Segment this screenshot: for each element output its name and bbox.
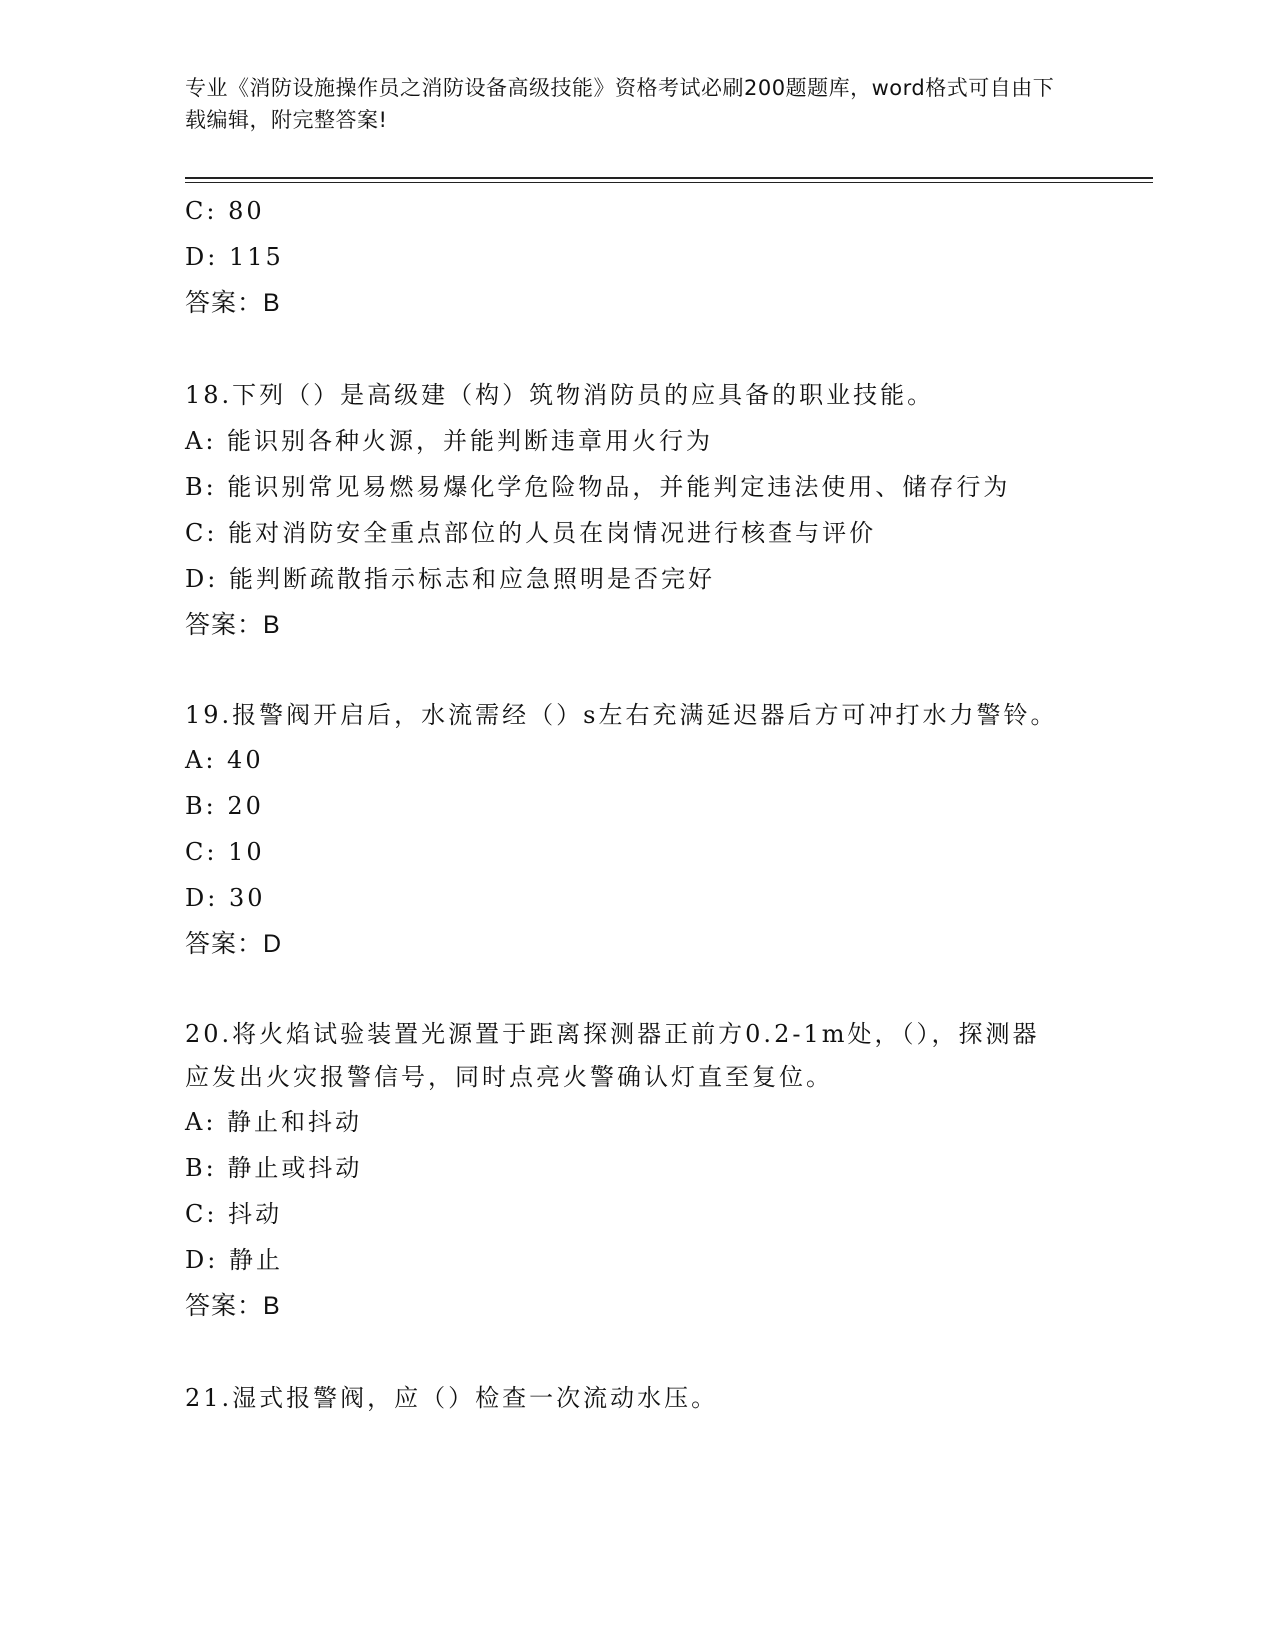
answer-label: 答案： bbox=[185, 929, 264, 958]
spacer bbox=[185, 967, 1085, 1013]
question-title: 20.将火焰试验装置光源置于距离探测器正前方0.2-1m处，（），探测器应发出火灾报警信号，同时点亮火警确认灯直至复位。 bbox=[185, 1020, 1040, 1091]
option-d: D: 30 bbox=[185, 884, 266, 912]
question-21 bbox=[185, 1375, 1085, 1421]
question-18 bbox=[185, 372, 1085, 648]
option-d: D: 能判断疏散指示标志和应急照明是否完好 bbox=[185, 565, 715, 593]
spacer bbox=[185, 326, 1085, 372]
option-c: C: 80 bbox=[185, 197, 265, 225]
option-d: D: 115 bbox=[185, 243, 284, 271]
question-list bbox=[185, 188, 1085, 1421]
answer-line bbox=[185, 602, 1085, 648]
question-20 bbox=[185, 1013, 1085, 1329]
question-19 bbox=[185, 694, 1085, 967]
option-b: B: 静止或抖动 bbox=[185, 1154, 363, 1182]
document-header: 专业《消防设施操作员之消防设备高级技能》资格考试必刷200题题库，word格式可自由下载编辑，附完整答案! bbox=[185, 76, 1055, 132]
option-c: C: 能对消防安全重点部位的人员在岗情况进行核查与评价 bbox=[185, 519, 877, 547]
answer-label: 答案： bbox=[185, 288, 264, 317]
question-17-tail bbox=[185, 188, 1085, 326]
spacer bbox=[185, 648, 1085, 694]
option-d: D: 静止 bbox=[185, 1246, 283, 1274]
option-a: A: 静止和抖动 bbox=[185, 1108, 363, 1136]
option-c: C: 10 bbox=[185, 838, 265, 866]
answer-value: B bbox=[263, 611, 281, 639]
answer-label: 答案： bbox=[185, 1291, 264, 1320]
option-b: B: 20 bbox=[185, 792, 264, 820]
answer-line bbox=[185, 921, 1085, 967]
answer-value: B bbox=[263, 1292, 281, 1320]
header-rule-thin bbox=[185, 182, 1153, 183]
spacer bbox=[185, 1329, 1085, 1375]
header-rule bbox=[185, 177, 1153, 179]
answer-line bbox=[185, 280, 1085, 326]
answer-value: B bbox=[263, 289, 281, 317]
option-a: A: 40 bbox=[185, 746, 264, 774]
option-b: B: 能识别常见易燃易爆化学危险物品，并能判定违法使用、储存行为 bbox=[185, 473, 1011, 501]
answer-line bbox=[185, 1283, 1085, 1329]
question-title: 21.湿式报警阀，应（）检查一次流动水压。 bbox=[185, 1384, 719, 1412]
option-a: A: 能识别各种火源，并能判断违章用火行为 bbox=[185, 427, 714, 455]
answer-value: D bbox=[263, 930, 283, 958]
answer-label: 答案： bbox=[185, 610, 264, 639]
question-title: 18.下列（）是高级建（构）筑物消防员的应具备的职业技能。 bbox=[185, 381, 935, 409]
option-c: C: 抖动 bbox=[185, 1200, 283, 1228]
question-title: 19.报警阀开启后，水流需经（）s左右充满延迟器后方可冲打水力警铃。 bbox=[185, 701, 1058, 729]
